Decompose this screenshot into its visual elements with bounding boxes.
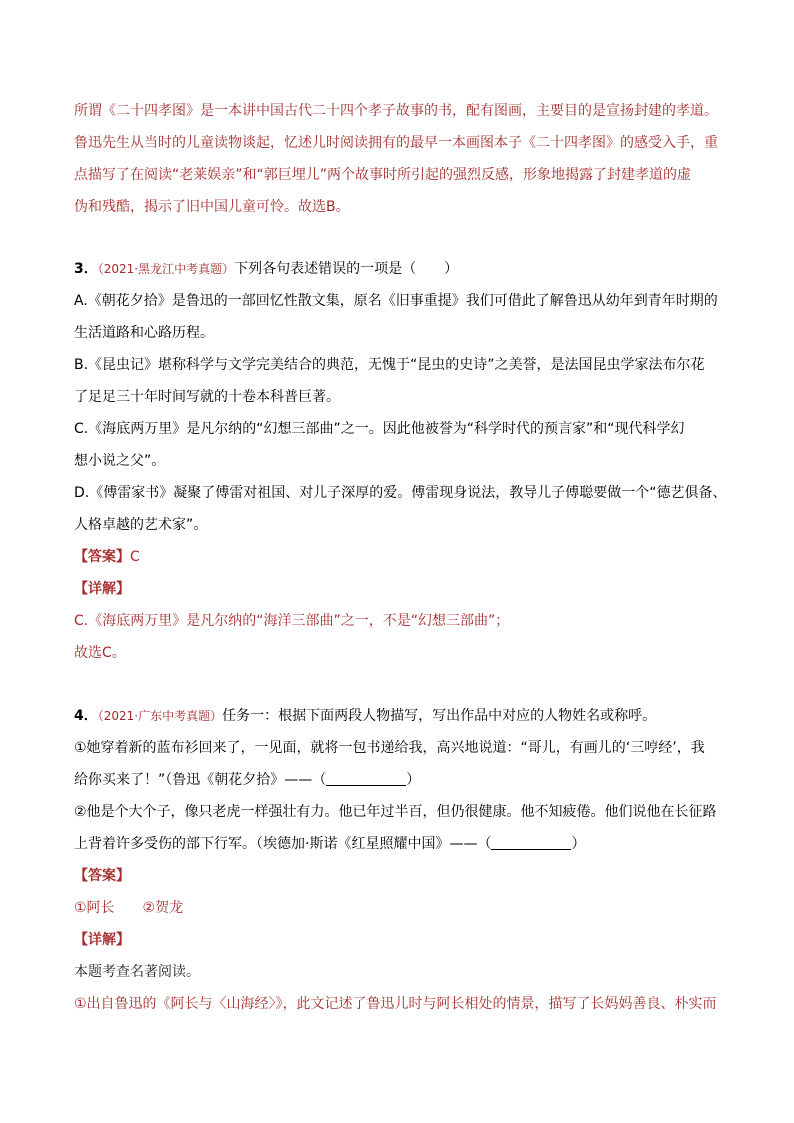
q3-option-d-line-1: D.《傅雷家书》凝聚了傅雷对祖国、对儿子深厚的爱。傅雷现身说法，教导儿子傅聪要做一个“德艺俱备、: [74, 485, 727, 501]
question-4-source: （2021·广东中考真题）: [97, 709, 223, 723]
q4-item-2-line-2: [74, 834, 585, 854]
q4-answer-label: 【答案】: [74, 868, 130, 884]
question-4-number: 4．: [74, 708, 98, 724]
q4-item-2-suffix: ）: [571, 836, 586, 852]
q4-detail-line-2: ①出自鲁迅的《阿长与〈山海经〉》，此文记述了鲁迅儿时与阿长相处的情景，描写了长妈妈善良、朴实而: [74, 996, 717, 1012]
q3-option-d-line-2: 人格卓越的艺术家”。: [74, 517, 208, 533]
question-4-header: [74, 706, 656, 726]
q4-item-1-line-1: ①她穿着新的蓝布衫回来了，一见面，就将一包书递给我，高兴地说道：“哥儿，有画儿的‘三哼经’，我: [74, 740, 705, 756]
q4-item-1-prefix: 给你买来了！”（鲁迅《朝花夕拾》——（: [74, 772, 327, 788]
question-3-header: [74, 259, 458, 279]
question-3-stem: 下列各句表述错误的一项是（ ）: [234, 261, 459, 277]
q4-item-1-line-2: [74, 770, 420, 790]
q4-item-1-suffix: ）: [406, 772, 421, 788]
question-4-stem: 任务一：根据下面两段人物描写，写出作品中对应的人物姓名或称呼。: [222, 708, 657, 724]
q3-answer-label: 【答案】: [74, 549, 130, 565]
q4-item-2-line-1: ②他是个大个子，像只老虎一样强壮有力。他已年过半百，但仍很健康。他不知疲倦。他们说他在长征路: [74, 804, 717, 820]
question-3-number: 3．: [74, 261, 98, 277]
q3-detail-label: 【详解】: [74, 581, 130, 597]
q4-item-1-blank[interactable]: [326, 771, 406, 786]
q4-detail-line-1: 本题考查名著阅读。: [74, 964, 200, 980]
analysis-line-1: 所谓《二十四孝图》是一本讲中国古代二十四个孝子故事的书，配有图画，主要目的是宣扬封建的孝道。: [74, 103, 718, 119]
question-3-source: （2021·黑龙江中考真题）: [97, 262, 235, 276]
q4-item-2-prefix: 上背着许多受伤的部下行军。（埃德加·斯诺《红星照耀中国》——（: [74, 836, 492, 852]
q3-option-a-line-2: 生活道路和心路历程。: [74, 325, 214, 341]
q3-option-c-line-2: 想小说之父”。: [74, 453, 166, 469]
q3-answer: [74, 547, 140, 567]
analysis-line-2: 鲁迅先生从当时的儿童读物谈起，忆述儿时阅读拥有的最早一本画图本子《二十四孝图》的感受入手，重: [74, 135, 718, 151]
q3-answer-value: C: [130, 549, 140, 565]
q4-detail-label: 【详解】: [74, 932, 130, 948]
q4-item-2-blank[interactable]: [491, 835, 571, 850]
analysis-line-4: 伪和残酷，揭示了旧中国儿童可怜。故选B。: [74, 199, 350, 215]
q3-detail-line-1: C.《海底两万里》是凡尔纳的“海洋三部曲”之一，不是“幻想三部曲”；: [74, 613, 510, 629]
q3-option-c-line-1: C.《海底两万里》是凡尔纳的“幻想三部曲”之一。因此他被誉为“科学时代的预言家”和“现代科学幻: [74, 421, 685, 437]
q3-option-a-line-1: A.《朝花夕拾》是鲁迅的一部回忆性散文集，原名《旧事重提》我们可借此了解鲁迅从幼年到青年时期的: [74, 293, 718, 309]
q3-option-b-line-2: 了足足三十年时间写就的十卷本科普巨著。: [74, 389, 340, 405]
q3-option-b-line-1: B.《昆虫记》堪称科学与文学完美结合的典范，无愧于“昆虫的史诗”之美誉，是法国昆虫学家法布尔花: [74, 357, 705, 373]
analysis-line-3: 点描写了在阅读“老莱娱亲”和“郭巨埋儿”两个故事时所引起的强烈反感，形象地揭露了封建孝道的虚: [74, 167, 692, 183]
q4-answer-value: ①阿长 ②贺龙: [74, 900, 184, 916]
q3-detail-line-2: 故选C。: [74, 645, 126, 661]
